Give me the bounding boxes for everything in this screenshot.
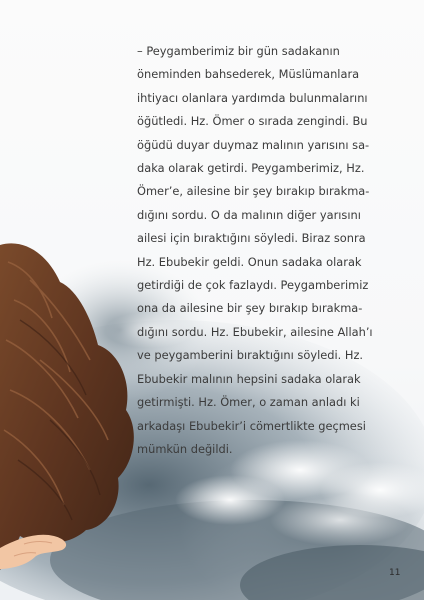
story-line: getirmişti. Hz. Ömer, o zaman anladı ki: [137, 395, 360, 410]
story-line: arkadaşı Ebubekir’i cömertlikte geçmesi: [137, 418, 366, 433]
story-line: ailesi için bıraktığını söyledi. Biraz sonra: [137, 231, 366, 246]
story-line: öğüdü duyar duymaz malının yarısını sa-: [137, 137, 370, 152]
story-line: daka olarak getirdi. Peygamberimiz, Hz.: [137, 161, 365, 176]
page-number: 11: [389, 568, 401, 578]
story-line: Ömer’e, ailesine bir şey bırakıp bırakma-: [137, 184, 370, 199]
story-line: öğütledi. Hz. Ömer o sırada zengindi. Bu: [137, 114, 368, 129]
story-line: Hz. Ebubekir geldi. Onun sadaka olarak: [137, 254, 362, 269]
story-line: Ebubekir malının hepsini sadaka olarak: [137, 371, 361, 386]
story-line: getirdiği de çok fazlaydı. Peygamberimiz: [137, 278, 369, 293]
story-line: – Peygamberimiz bir gün sadakanın: [137, 44, 340, 58]
story-line: dığını sordu. O da malının diğer yarısını: [137, 207, 361, 222]
story-line: ve peygamberini bıraktığını söyledi. Hz.: [137, 348, 364, 363]
story-line: ona da ailesine bir şey bırakıp bırakma-: [137, 301, 363, 316]
story-line: mümkün değildi.: [137, 441, 233, 456]
story-line: dığını sordu. Hz. Ebubekir, ailesine Allah’ı: [137, 324, 373, 339]
story-text: [137, 40, 383, 461]
story-line: ihtiyacı olanlara yardımda bulunmalarını: [137, 90, 368, 105]
story-line: öneminden bahsederek, Müslümanlara: [137, 67, 360, 82]
